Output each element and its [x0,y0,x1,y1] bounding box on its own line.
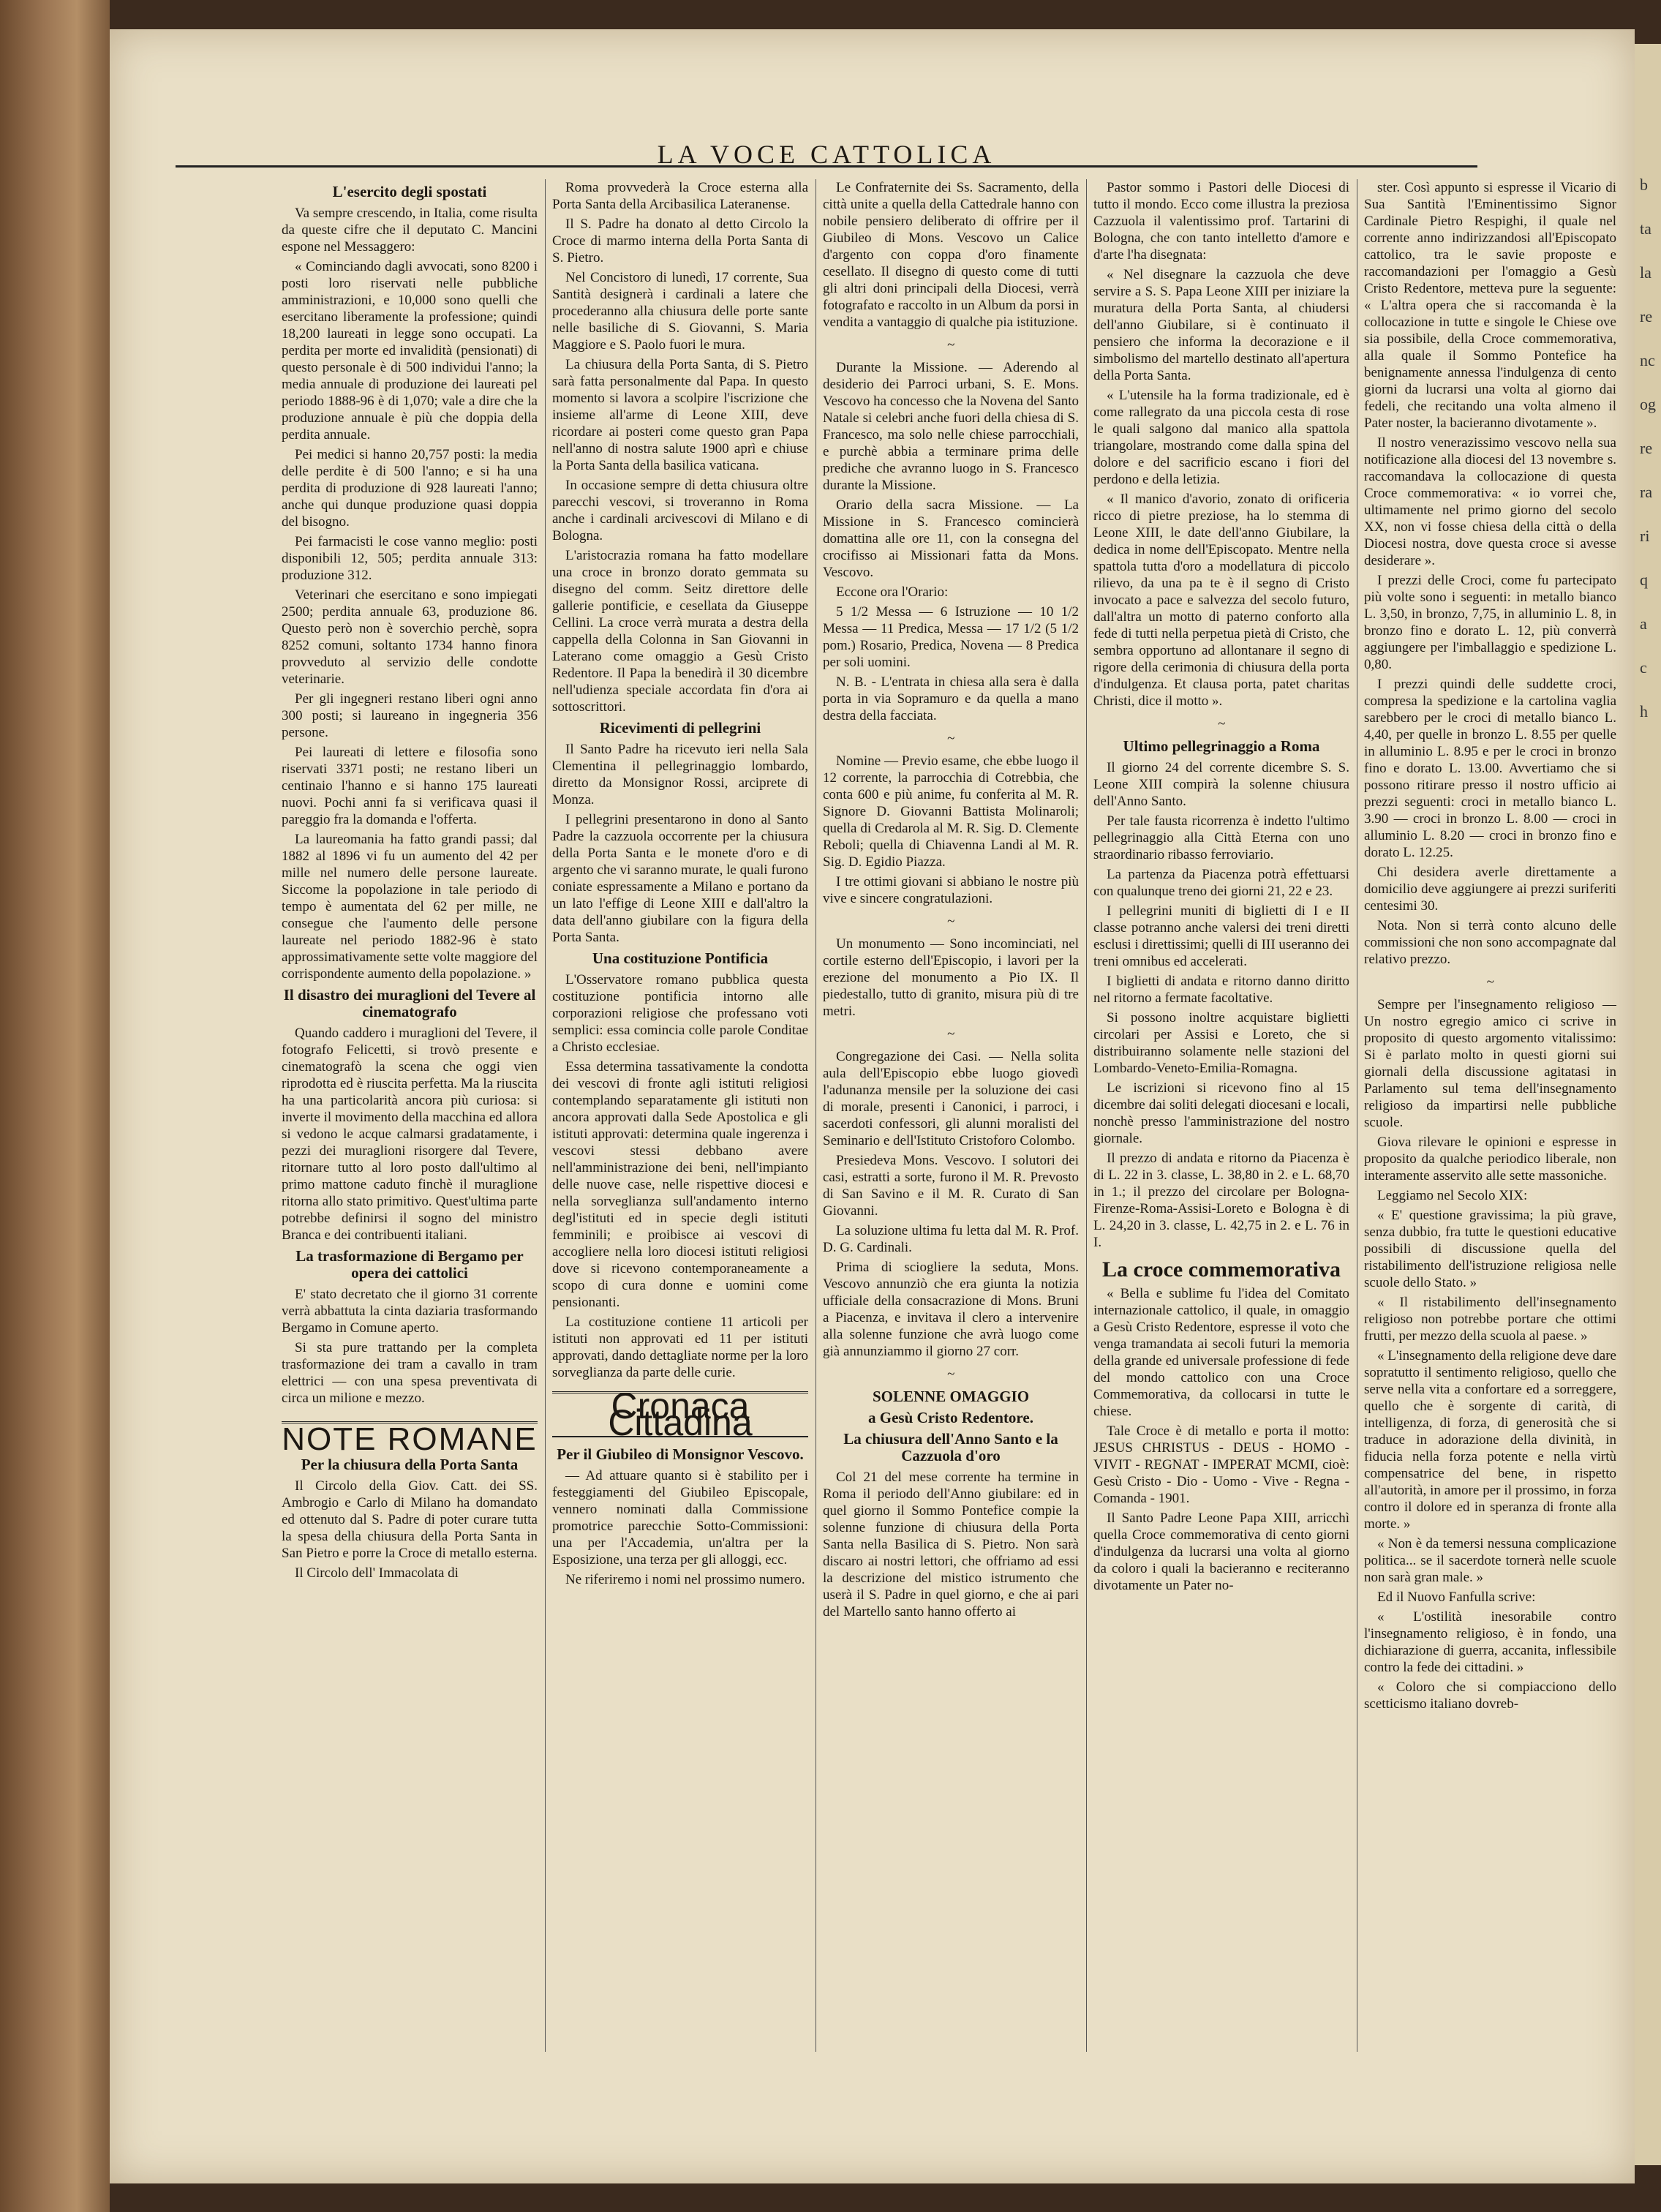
article-paragraph: I pellegrini presentarono in dono al Santo Padre la cazzuola occorrente per la chiusura della Porta Santa e le monete d'oro e di argento che vi saranno murate, le quali furono coniate espressamente a Milano e portano da un lato l'effige di Leone XIII e dall'altro la data dell'anno giubilare con la figura della Porta Santa. [552,812,808,945]
article-paragraph: N. B. - L'entrata in chiesa alla sera è dalla porta in via Sopramuro e da quella a mano destra della facciata. [823,674,1079,723]
article-heading: La trasformazione di Bergamo per opera dei cattolici [295,1247,524,1282]
article-paragraph: Tale Croce è di metallo e porta il motto: JESUS CHRISTUS - DEUS - HOMO - VIVIT - REGNAT - IMPERAT MCMI, cioè: Gesù Cristo - Dio - Uomo - Vive - Regna - Comanda - 1901. [1093,1423,1349,1506]
article-paragraph: Le iscrizioni si ricevono fino al 15 dicembre dai soliti delegati diocesani e locali, nonchè presso l'amministrazione del nostro giornale. [1093,1080,1349,1146]
article-paragraph: Pei medici si hanno 20,757 posti: la media delle perdite è di 500 l'anno; e si ha una perdita di produzione di 928 laureati l'anno; anche qui dunque produzione quasi doppia del bisogno. [282,447,538,530]
article-paragraph: Roma provvederà la Croce esterna alla Porta Santa della Arcibasilica Lateranense. [552,180,808,212]
article-paragraph: E' stato decretato che il giorno 31 corrente verrà abbattuta la cinta daziaria trasformando Bergamo in Comune aperto. [282,1287,538,1336]
article-paragraph: I prezzi quindi delle suddette croci, compresa la spedizione e la cartolina vaglia sarebbero per le croci di metallo bianco L. 4,40, per quelle in bronzo L. 8.55 per quelle in alluminio L. 8.95 e per le croci in bronzo fino e dorato L. 13.00. Avvertiamo che si possono ritirare presso il nostro ufficio ai prezzi seguenti: croci in metallo bianco L. 3.90 — croci in bronzo L. 8.00 — croci in alluminio L. 8.20 — croci in bronzo fino e dorato L. 12.25. [1364,677,1616,860]
ornament-divider: ~ [946,914,955,929]
article-paragraph: « E' questione gravissima; la più grave, senza dubbio, fra tutte le questioni educative possibili di discussione quella del ristabilimento dell'istruzione religiosa nelle scuole dello Stato. » [1364,1208,1616,1290]
article-paragraph: Pei laureati di lettere e filosofia sono riservati 3371 posti; ne restano liberi un centinaio l'hanno e si hanno 175 laureati nuovi. Pochi anni fa si verificava quasi il pareggio fra la domanda e l'offerta. [282,745,538,827]
article-heading: La chiusura dell'Anno Santo e la Cazzuola d'oro [843,1430,1058,1464]
edge-letter: re [1640,307,1653,326]
column-divider [1086,179,1087,2052]
article-paragraph: « L'insegnamento della religione deve dare sopratutto il sentimento religioso, quello che serve nella vita a confortare ed a sorreggere, quello che è sorgente di carità, di intelligenza, di forza, di generosità che si traduce in adorazione della divinità, in fiducia nella forza potente e nella virtù compensatrice del bene, in rispetto all'autorità, in amore per il prossimo, in forza contro il dolore ed in speranza di fronte alla morte. » [1364,1348,1616,1532]
article-paragraph: In occasione sempre di detta chiusura oltre parecchi vescovi, si troveranno in Roma anche i cardinali arcivescovi di Milano e di Bologna. [552,478,808,543]
article-paragraph: — Ad attuare quanto si è stabilito per i festeggiamenti del Giubileo Episcopale, vennero nominati dalla Commissione promotrice parecchie Sotto-Commissioni: una per l'Accademia, un'altra per la Esposizione, una terza per gli alloggi, ecc. [552,1468,808,1568]
article-paragraph: Le Confraternite dei Ss. Sacramento, della città unite a quella della Cattedrale hanno con nobile pensiero deliberato di offrire per il Giubileo di Mons. Vescovo un Calice d'argento con coppa d'oro finamente cesellato. Il disegno di questo come di tutti gli altri doni principali della Diocesi, verrà fotografato e raccolto in un Album da porsi in vendita a vantaggio di qualche pia istituzione. [823,180,1079,330]
article-paragraph: Va sempre crescendo, in Italia, come risulta da queste cifre che il deputato C. Mancini espone nel Messaggero: [282,206,538,255]
article-paragraph: Nomine — Previo esame, che ebbe luogo il 12 corrente, la parrocchia di Cotrebbia, che conta 600 e più anime, fu conferita al M. R. Signore D. Giovanni Battista Molinaroli; quella di Credarola al M. R. Sig. D. Clemente Reboli; quella di Chiavenna Landi al M. R. Sig. D. Egidio Piazza. [823,753,1079,870]
column-5 [1364,179,1616,2081]
article-paragraph: Congregazione dei Casi. — Nella solita aula dell'Episcopio ebbe luogo giovedì l'adunanza mensile per la soluzione dei casi di morale, presenti i Canonici, i parroci, i sacerdoti confessori, gli alunni moralisti del Seminario e dell'Istituto Cristoforo Colombo. [823,1049,1079,1148]
article-paragraph: 5 1/2 Messa — 6 Istruzione — 10 1/2 Messa — 11 Predica, Messa — 17 1/2 (5 1/2 pom.) Rosario, Predica, Novena — 8 Predica per soli uomini. [823,604,1079,670]
article-heading: a Gesù Cristo Redentore. [868,1409,1033,1426]
article-paragraph: « Il manico d'avorio, zonato di orificeria ricco di pietre preziose, ha lo stemma di Leone XIII, le date dell'anno Giubilare, la dedica in nome dell'Episcopato. Mentre nella spattola tutta d'oro a modellatura di piccolo rilievo, da una pa te è il segno di Cristo invocato a pace e salvezza del secolo futuro, dall'altra un motto di paterno conforto alla fede di tutti nella perpetua pietà di Cristo, che sembra opportuno ad allontanare il segno di rigore della cerimonia di chiusura della porta d'indulgenza. Et clausa porta, patet charitas Christi, dice il motto ». [1093,492,1349,709]
newspaper-title: LA VOCE CATTOLICA [657,140,996,169]
article-paragraph: Quando caddero i muraglioni del Tevere, il fotografo Felicetti, si trovò presente e cinematografò la scena che oggi vien riprodotta ed è riuscita perfetta. Ma la riuscita ha una particolarità ancora più curiosa: si inverte il movimento della macchina ed allora si vedono le acque calmarsi gradatamente, i pezzi dei muraglioni risorgere dal Tevere, ritornare tutto al loro posto dall'ultimo al primo mattone caduto finchè il muraglione ritorna allo stato primitivo. Quest'ultima parte potrebbe definirsi il sogno del ministro Branca e dei contribuenti italiani. [282,1026,538,1243]
edge-letter: q [1640,571,1648,589]
article-paragraph: « Non è da temersi nessuna complicazione politica... se il sacerdote tornerà nelle scuole non sarà gran male. » [1364,1536,1616,1585]
column-1 [282,179,538,2081]
article-paragraph: Il Circolo della Giov. Catt. dei SS. Ambrogio e Carlo di Milano ha domandato ed ottenuto dal S. Padre di poter curare tutta la spesa della chiusura della Porta Santa in San Pietro e porre la Croce di metallo esterna. [282,1478,538,1561]
article-paragraph: « Cominciando dagli avvocati, sono 8200 i posti loro riservati nelle pubbliche amministrazioni, e 10,000 sono quelli che esercitano liberamente la professione; quindi 18,200 laureati in legge sono occupati. La perdita per morte ed invalidità (pensionati) di questo personale è di 500 individui l'anno; la media annuale di produzione dei laureati pel periodo 1888-96 è di 1,070; vale a dire che la produzione annuale è più che doppia della perdita annuale. [282,259,538,443]
ornament-divider: ~ [946,1366,955,1382]
article-paragraph: Si sta pure trattando per la completa trasformazione dei tram a cavallo in tram elettrici — con una spesa preventivata di circa un milione e mezzo. [282,1340,538,1406]
column-3 [823,179,1079,2081]
article-paragraph: La laureomania ha fatto grandi passi; dal 1882 al 1896 vi fu un aumento del 42 per mille nel numero delle persone laureate. Siccome la popolazione in tale periodo di tempo è aumentata del 62 per mille, ne consegue che l'aumento delle persone laureate nel periodo 1882-96 è stato approssimativamente sette volte maggiore del corrispondente aumento della popolazione. » [282,832,538,982]
article-heading: SOLENNE OMAGGIO [872,1388,1030,1405]
article-heading: Ultimo pellegrinaggio a Roma [1123,737,1320,755]
edge-letter: ta [1640,219,1651,238]
article-paragraph: Col 21 del mese corrente ha termine in Roma il periodo dell'Anno giubilare: ed in quel giorno il Sommo Pontefice compie la solenne funzione di chiusura della Porta Santa nella Basilica di S. Pietro. Non sarà discaro ai nostri lettori, che offriamo ad essi la descrizione del mistico istrumento che userà il S. Padre in quel giorno, e che ai pari del Martello santo hanno offerto ai [823,1470,1079,1620]
article-paragraph: « Coloro che si compiacciono dello scetticismo italiano dovreb- [1364,1679,1616,1712]
article-paragraph: Eccone ora l'Orario: [836,584,949,600]
article-heading: Ricevimenti di pellegrini [599,719,761,737]
article-paragraph: « L'utensile ha la forma tradizionale, ed è come rallegrato da una piccola cesta di rose le quali salgono dal manico alla spattola triangolare, mostrando come dalla spina del dolore e del sacrificio escano i fiori del perdono e della letizia. [1093,388,1349,487]
article-paragraph: ster. Così appunto si espresse il Vicario di Sua Santità l'Eminentissimo Signor Cardinale Pietro Respighi, il quale nel corrente anno indirizzandosi all'Episcopato cattolico, tra le savie proposte e raccomandazioni per l'omaggio a Gesù Cristo Redentore, metteva pure la seguente: « L'altra opera che si raccomanda è la collocazione in tutte e singole le Chiese ove sia possibile, della Croce commemorativa, alla quale il Sommo Pontefice ha benignamente annessa l'indulgenza di cento giorni da lucrarsi una volta al giorno dai fedeli, che recitando una volta almeno il Pater noster, la bacieranno divotamente ». [1364,180,1616,431]
article-paragraph: Orario della sacra Missione. — La Missione in S. Francesco comincierà domattina alle ore 11, con la consegna del crocifisso ai Missionari fatta da Mons. Vescovo. [823,497,1079,580]
column-4 [1093,179,1349,2081]
masthead [176,139,1477,168]
article-paragraph: La costituzione contiene 11 articoli per istituti non approvati ed 11 per istituti approvati, dando dettagliate norme per la loro sorveglianza da parte delle curie. [552,1314,808,1380]
article-paragraph: Il giorno 24 del corrente dicembre S. S. Leone XIII compirà la solenne chiusura dell'Anno Santo. [1093,760,1349,809]
article-paragraph: L'aristocrazia romana ha fatto modellare una croce in bronzo dorato gemmata su disegno del comm. Seitz direttore delle gallerie pontificie, e cesellata da Giuseppe Cellini. La croce verrà murata a destra della cappella della Colonna in San Giovanni in Laterano come omaggio a Gesù Cristo Redentore. Il Papa la benedirà il 30 dicembre nell'udienza speciale accordata fin d'ora ai sottoscrittori. [552,548,808,715]
edge-letter: h [1640,702,1648,721]
edge-letter: b [1640,176,1648,194]
article-paragraph: « Nel disegnare la cazzuola che deve servire a S. S. Papa Leone XIII per iniziare la muratura della Porta Santa, al chiudersi dell'anno Giubilare, si è continuato il pensiero che informa la decorazione e il simbolismo del martello destinato all'apertura della Porta Santa. [1093,267,1349,383]
article-paragraph: Leggiamo nel Secolo XIX: [1377,1188,1528,1203]
article-paragraph: Presiedeva Mons. Vescovo. I solutori dei casi, estratti a sorte, furono il M. R. Prevosto di San Savino e il M. R. Curato di San Giovanni. [823,1153,1079,1219]
ornament-divider: ~ [1217,716,1226,731]
article-paragraph: Veterinari che esercitano e sono impiegati 2500; perdita annuale 63, produzione 86. Questo però non è soverchio perchè, sopra 8252 comuni, soltanto 1734 hanno finora provveduto al servizio delle condotte veterinarie. [282,587,538,687]
article-heading: L'esercito degli spostati [332,183,487,200]
column-divider [545,179,546,2052]
article-heading: Una costituzione Pontificia [592,949,769,967]
article-paragraph: « Bella e sublime fu l'idea del Comitato internazionale cattolico, il quale, in omaggio a Gesù Cristo Redentore, espresse il voto che venga tramandata ai secoli futuri la memoria della grande ed universale professione di fede del mondo cattolico con una Croce Commemorativa, da collocarsi in tutte le chiese. [1093,1286,1349,1419]
edge-letter: nc [1640,351,1655,369]
article-paragraph: Per tale fausta ricorrenza è indetto l'ultimo pellegrinaggio alla Città Eterna con uno straordinario ribasso ferroviario. [1093,813,1349,862]
article-heading: Per la chiusura della Porta Santa [301,1456,519,1473]
column-2 [552,179,808,2081]
article-paragraph: Nota. Non si terrà conto alcuno delle commissioni che non sono accompagnate dal relativo prezzo. [1364,918,1616,967]
article-paragraph: Chi desidera averle direttamente a domicilio deve aggiungere ai prezzi suriferiti centesimi 30. [1364,865,1616,914]
article-paragraph: Ed il Nuovo Fanfulla scrive: [1377,1590,1536,1605]
article-paragraph: Durante la Missione. — Aderendo al desiderio dei Parroci urbani, S. E. Mons. Vescovo ha concesso che la Novena del Santo Natale si celebri anche fuori della chiesa di S. Francesco, ma solo nelle chiese parrocchiali, e purchè abbia a terminare prima delle prediche che avranno luogo in S. Francesco durante la Missione. [823,360,1079,493]
article-paragraph: I pellegrini muniti di biglietti di I e II classe potranno anche valersi dei treni diretti esclusi i direttissimi; quelli di III useranno dei treni omnibus ed accelerati. [1093,903,1349,969]
edge-letter: og [1640,395,1656,413]
article-paragraph: Il S. Padre ha donato al detto Circolo la Croce di marmo interna della Porta Santa di S. Pietro. [552,217,808,266]
article-paragraph: I biglietti di andata e ritorno danno diritto nel ritorno a fermate facoltative. [1093,974,1349,1006]
edge-letter: ra [1640,483,1653,501]
section-title-note-romane: NOTE ROMANE [282,1421,538,1457]
article-paragraph: « L'ostilità inesorabile contro l'insegnamento religioso, è in fondo, una dichiarazione di guerra, accanita, inflessibile contro la fede dei cittadini. » [1364,1609,1616,1675]
article-paragraph: Il Santo Padre ha ricevuto ieri nella Sala Clementina il pellegrinaggio lombardo, diretto da Monsignor Rossi, arciprete di Monza. [552,742,808,808]
edge-letter: ri [1640,527,1650,545]
article-heading: Per il Giubileo di Monsignor Vescovo. [557,1445,804,1463]
article-paragraph: I tre ottimi giovani si abbiano le nostre più vive e sincere congratulazioni. [823,874,1079,906]
ornament-divider: ~ [1486,974,1494,990]
section-heading-croce: La croce commemorativa [1102,1257,1341,1282]
article-paragraph: Un monumento — Sono incominciati, nel cortile esterno dell'Episcopio, i lavori per la erezione del monumento a Pio IX. Il piedestallo, tutto di granito, misura più di tre metri. [823,936,1079,1019]
ornament-divider: ~ [946,731,955,746]
article-paragraph: Il Circolo dell' Immacolata di [295,1565,459,1581]
article-paragraph: Il prezzo di andata e ritorno da Piacenza è di L. 22 in 3. classe, L. 38,80 in 2. e L. 68,70 in 1.; il prezzo del circolare per Bologna-Firenze-Roma-Assisi-Loreto e Bologna è di L. 24,20 in 3. classe, L. 42,75 in 2. e L. 76 in I. [1093,1151,1349,1250]
ornament-divider: ~ [946,1026,955,1042]
article-paragraph: Nel Concistoro di lunedì, 17 corrente, Sua Santità designerà i cardinali a latere che procederanno alla chiusura delle porte sante nelle basiliche di S. Giovanni, S. Maria Maggiore e S. Paolo fuori le mura. [552,270,808,353]
article-paragraph: La chiusura della Porta Santa, di S. Pietro sarà fatta personalmente dal Papa. In questo momento si lavora a scolpire l'iscrizione che insieme all'arme di Leone XIII, deve ricordare ai posteri come questo gran Papa nell'anno di nostra salute 1900 aprì e chiuse la Porta Santa della basilica vaticana. [552,357,808,473]
article-paragraph: Pastor sommo i Pastori delle Diocesi di tutto il mondo. Ecco come illustra la preziosa Cazzuola il valentissimo prof. Tartarini di Bologna, che con tanto intelletto d'amore e d'arte l'ha disegnata: [1093,180,1349,263]
edge-letter: la [1640,263,1651,282]
article-heading: Il disastro dei muraglioni del Tevere al cinematografo [283,986,536,1020]
article-paragraph: Il nostro venerazissimo vescovo nella sua notificazione alla diocesi del 13 novembre s. raccomandava la collocazione di questa Croce commemorativa: « io vorrei che, ultimamente nel primo giorno del secolo XX, non vi fosse chiesa della città o della Diocesi nostra, dove questa croce si avesse desiderare ». [1364,435,1616,568]
article-paragraph: Prima di sciogliere la seduta, Mons. Vescovo annunziò che era giunta la notizia ufficiale della consacrazione di Mons. Bruni a Piacenza, e invitava il clero a intervenire alla solenne funzione che avrà luogo come già annunziammo il giorno 27 corr. [823,1260,1079,1359]
article-paragraph: La soluzione ultima fu letta dal M. R. Prof. D. G. Cardinali. [823,1223,1079,1255]
edge-letter: re [1640,439,1653,457]
article-paragraph: Ne riferiremo i nomi nel prossimo numero. [565,1572,805,1587]
article-paragraph: Per gli ingegneri restano liberi ogni anno 300 posti; si laureano in ingegneria 356 persone. [282,691,538,740]
edge-letter: c [1640,658,1647,677]
article-paragraph: Giova rilevare le opinioni e espresse in proposito da qualche periodico liberale, non interamente asservito alle sette massoniche. [1364,1135,1616,1184]
book-spine [0,0,110,2212]
section-title-cronaca: Cronaca Cittadina [552,1391,808,1437]
article-paragraph: Si possono inoltre acquistare biglietti circolari per Assisi e Loreto, che si distribuiranno solamente nelle stazioni del Lombardo-Veneto-Emilia-Romagna. [1093,1010,1349,1076]
article-paragraph: La partenza da Piacenza potrà effettuarsi con qualunque treno dei giorni 21, 22 e 23. [1093,867,1349,899]
article-paragraph: Essa determina tassativamente la condotta dei vescovi di fronte agli istituti religiosi contemplando separatamente gli istituti non ancora approvati dalla Sede Apostolica e gli istituti approvati: determina quale ingerenza i vescovi stessi debbano avere nell'amministrazione dei beni, nell'impianto delle nuove case, nelle rispettive diocesi e nella sorveglianza sull'andamento interno degl'istituti ed in specie degli istituti femminili; e proibisce ai vescovi di accogliere nella loro diocesi istituti religiosi dove si ricevono contemporaneamente a scopo di cura donne e uomini come pensionanti. [552,1059,808,1310]
article-paragraph: « Il ristabilimento dell'insegnamento religioso non potrebbe portare che ottimi frutti, per mezzo della scuola al paese. » [1364,1295,1616,1344]
article-paragraph: Pei farmacisti le cose vanno meglio: posti disponibili 12, 505; perdita annuale 313: produzione 312. [282,534,538,583]
ornament-divider: ~ [946,337,955,353]
article-paragraph: L'Osservatore romano pubblica questa costituzione pontificia intorno alle corporazioni religiose che professano voti semplici: essa comincia colle parole Conditae a Christo ecclesiae. [552,972,808,1055]
article-paragraph: I prezzi delle Croci, come fu partecipato più volte sono i seguenti: in metallo bianco L. 3,50, in bronzo, 7,75, in alluminio L. 8, in bronzo fino e dorato L. 12, più converrà aggiungere per l'imballaggio e spedizione L. 0,80. [1364,573,1616,672]
article-paragraph: Il Santo Padre Leone Papa XIII, arricchì quella Croce commemorativa di cento giorni d'indulgenza da lucrarsi una volta al giorno da coloro i quali la bacieranno e reciteranno divotamente un Pater no- [1093,1511,1349,1593]
article-paragraph: Sempre per l'insegnamento religioso — Un nostro egregio amico ci scrive in proposito di questo argomento vitalissimo: Si è parlato molto in questi giorni sui giornali della discussione agitatasi in Parlamento sul tema dell'insegnamento religioso da impartirsi nelle pubbliche scuole. [1364,997,1616,1130]
edge-letter: a [1640,614,1647,633]
